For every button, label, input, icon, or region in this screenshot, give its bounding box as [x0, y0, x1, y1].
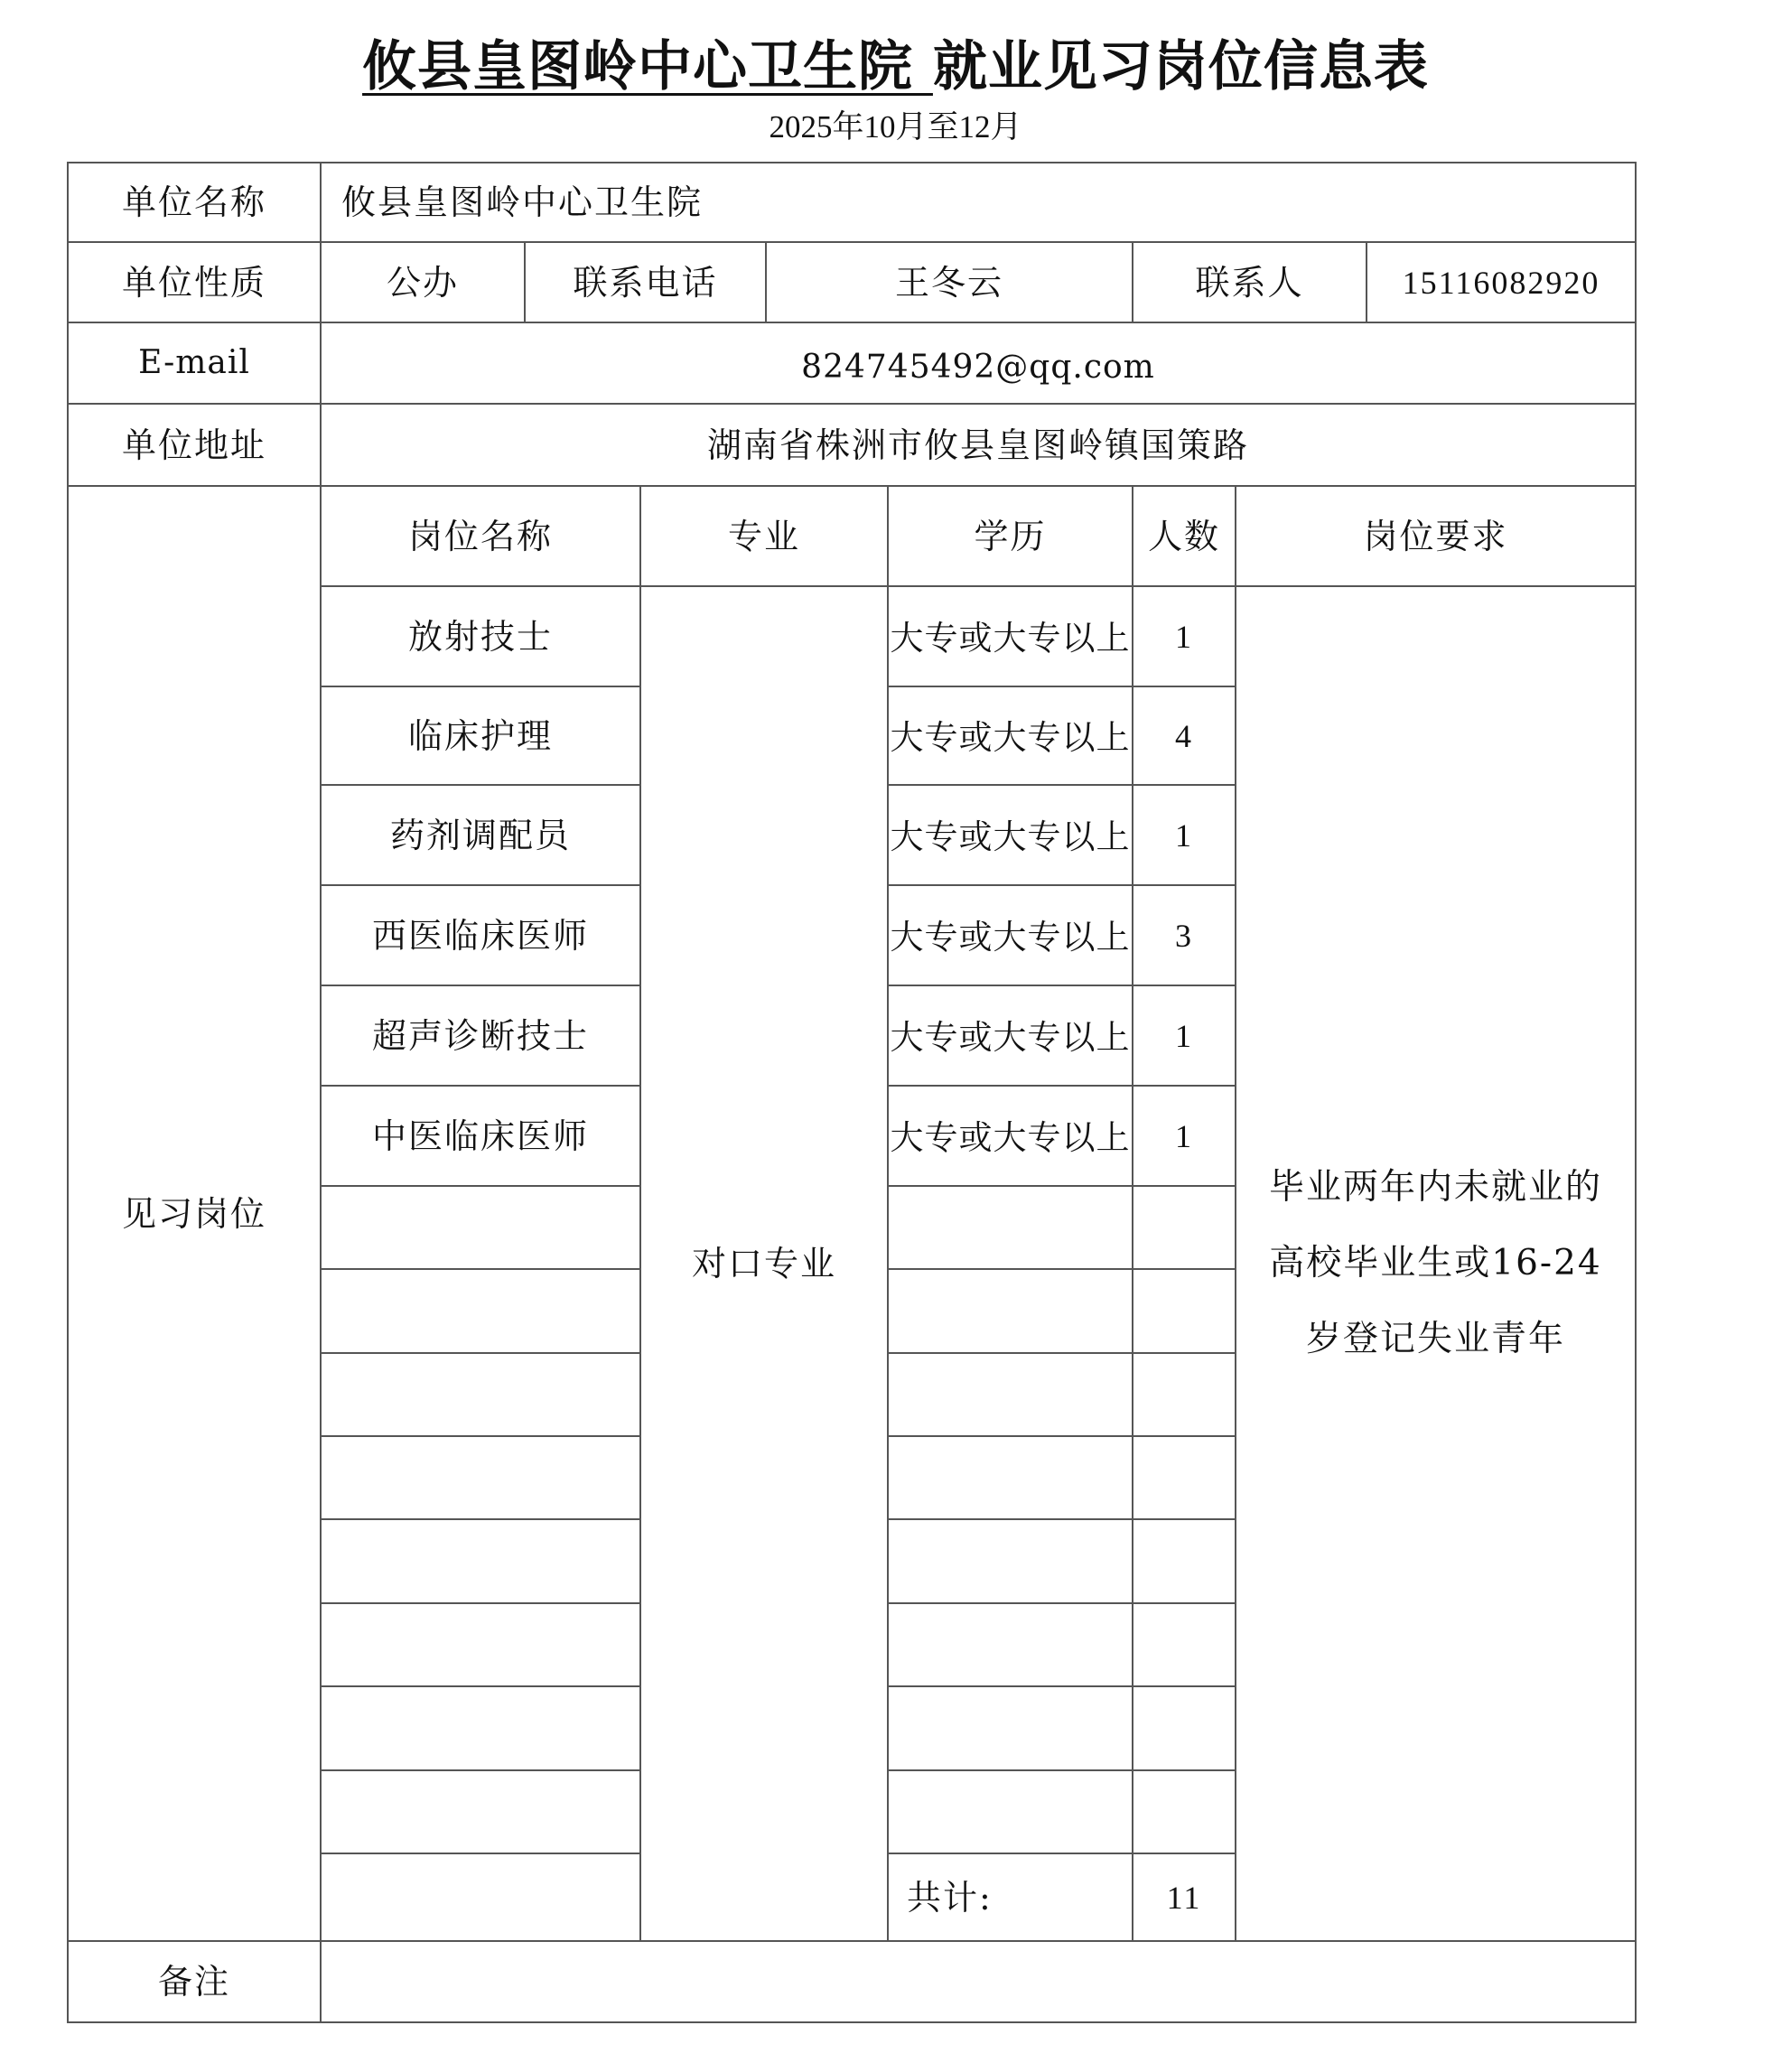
col-header-major: 专业 [639, 485, 889, 587]
empty-position-name [320, 1769, 641, 1854]
position-count: 1 [1132, 585, 1236, 687]
empty-position-name [320, 1602, 641, 1687]
address-label: 单位地址 [67, 403, 322, 487]
empty-position-name [320, 1518, 641, 1604]
position-education: 大专或大专以上 [887, 985, 1133, 1087]
email-value: 824745492@qq.com [320, 322, 1637, 405]
col-header-count: 人数 [1132, 485, 1236, 587]
empty-education [887, 1352, 1133, 1437]
position-name: 药剂调配员 [320, 784, 641, 886]
empty-position-name [320, 1268, 641, 1354]
address-value: 湖南省株洲市攸县皇图岭镇国策路 [320, 403, 1637, 487]
position-name: 放射技士 [320, 585, 641, 687]
major-value: 对口专业 [639, 585, 889, 1942]
position-education: 大专或大专以上 [887, 585, 1133, 687]
empty-count [1132, 1769, 1236, 1854]
empty-position-name [320, 1185, 641, 1270]
position-count: 1 [1132, 1085, 1236, 1187]
page-subtitle: 2025年10月至12月 [769, 109, 1022, 145]
empty-count [1132, 1518, 1236, 1604]
contact-label: 联系人 [1132, 241, 1367, 323]
empty-position-name [320, 1685, 641, 1771]
position-count: 1 [1132, 985, 1236, 1087]
empty-position-name [320, 1853, 641, 1942]
empty-education [887, 1602, 1133, 1687]
phone-label: 联系电话 [524, 241, 767, 323]
remarks-value [320, 1940, 1637, 2023]
empty-count [1132, 1602, 1236, 1687]
empty-education [887, 1268, 1133, 1354]
remarks-label: 备注 [67, 1940, 322, 2023]
unit-nature-label: 单位性质 [67, 241, 322, 323]
position-name: 临床护理 [320, 686, 641, 786]
position-count: 4 [1132, 686, 1236, 786]
empty-education [887, 1769, 1133, 1854]
position-count: 1 [1132, 784, 1236, 886]
position-count: 3 [1132, 884, 1236, 986]
empty-count [1132, 1435, 1236, 1520]
col-header-requirement: 岗位要求 [1235, 485, 1637, 587]
unit-nature-value: 公办 [320, 241, 526, 323]
empty-count [1132, 1185, 1236, 1270]
empty-count [1132, 1268, 1236, 1354]
position-education: 大专或大专以上 [887, 784, 1133, 886]
empty-count [1132, 1685, 1236, 1771]
unit-name-value: 攸县皇图岭中心卫生院 [320, 162, 1637, 243]
col-header-education: 学历 [887, 485, 1133, 587]
empty-count [1132, 1352, 1236, 1437]
empty-position-name [320, 1352, 641, 1437]
position-name: 西医临床医师 [320, 884, 641, 986]
unit-name-label: 单位名称 [67, 162, 322, 243]
col-header-position-name: 岗位名称 [320, 485, 641, 587]
phone-cell-value: 王冬云 [765, 241, 1133, 323]
total-value: 11 [1132, 1853, 1236, 1942]
empty-position-name [320, 1435, 641, 1520]
position-education: 大专或大专以上 [887, 884, 1133, 986]
page-title [0, 31, 1791, 103]
empty-education [887, 1518, 1133, 1604]
empty-education [887, 1185, 1133, 1270]
position-education: 大专或大专以上 [887, 686, 1133, 786]
position-name: 超声诊断技士 [320, 985, 641, 1087]
requirement-value: 毕业两年内未就业的高校毕业生或16-24岁登记失业青年 [1235, 585, 1637, 1942]
position-name: 中医临床医师 [320, 1085, 641, 1187]
title-form-name: 就业见习岗位信息表 [932, 35, 1429, 98]
empty-education [887, 1435, 1133, 1520]
positions-section-label: 见习岗位 [67, 485, 322, 1942]
position-education: 大专或大专以上 [887, 1085, 1133, 1187]
email-label: E-mail [67, 322, 322, 405]
title-organization: 攸县皇图岭中心卫生院 [362, 35, 933, 98]
total-label: 共计: [887, 1853, 1133, 1942]
empty-education [887, 1685, 1133, 1771]
contact-cell-value: 15116082920 [1366, 241, 1637, 323]
